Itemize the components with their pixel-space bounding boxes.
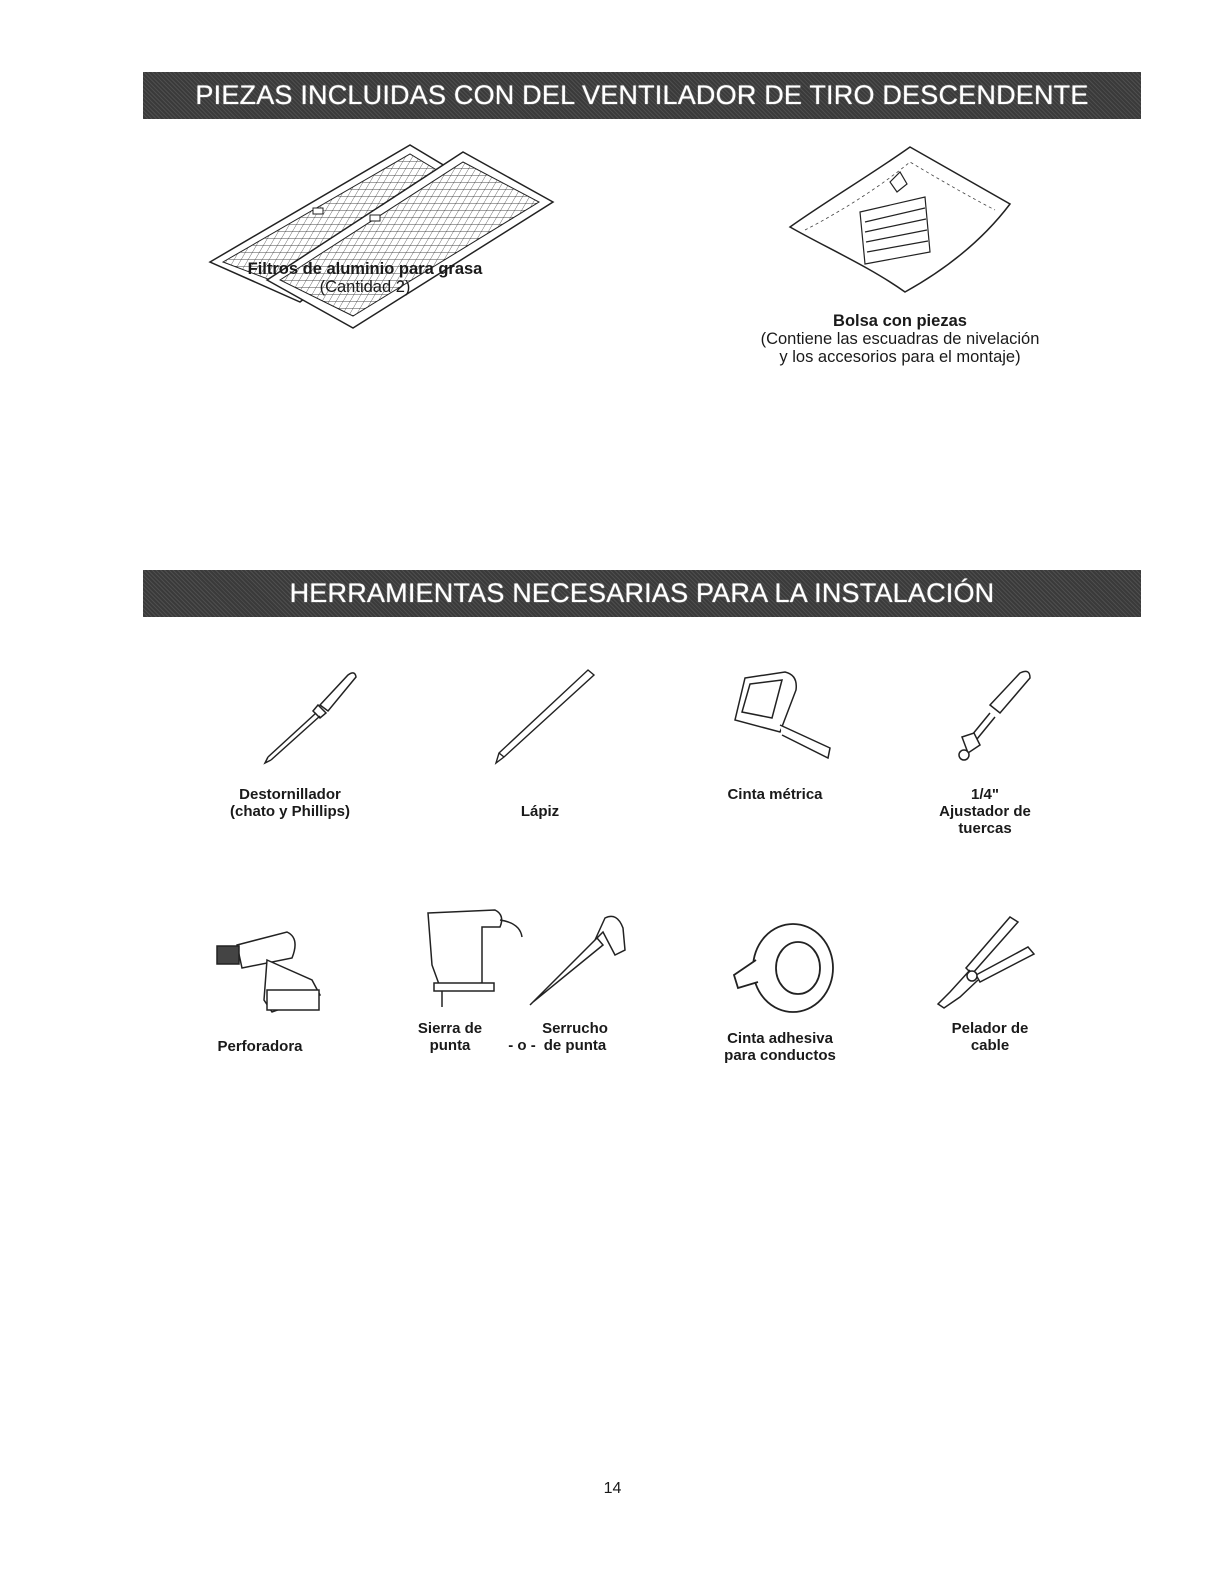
pencil-icon (490, 665, 600, 765)
wire-stripper-caption (910, 1020, 1070, 1054)
jigsaw-label-2: punta (429, 1037, 471, 1054)
parts-bag-desc-1: (Contiene las escuadras de nivelación (760, 330, 1040, 348)
wire-stripper-label-1: Pelador de (951, 1020, 1029, 1037)
pencil-label: Lápiz (520, 803, 560, 820)
wire-stripper-label-2: cable (970, 1037, 1010, 1054)
parts-bag-caption (700, 312, 1100, 366)
screwdriver-icon (260, 665, 360, 765)
keyhole-saw-label-2: de punta (543, 1037, 607, 1054)
duct-tape-icon (728, 920, 838, 1015)
screwdriver-caption (195, 786, 385, 820)
duct-tape-label-2: para conductos (724, 1047, 836, 1064)
nut-driver-icon (950, 665, 1035, 765)
section-title-tools: HERRAMIENTAS NECESARIAS PARA LA INSTALACIÓN (289, 578, 995, 608)
section-banner-tools (143, 570, 1141, 617)
parts-bag-title: Bolsa con piezas (833, 312, 967, 330)
tape-measure-caption (700, 786, 850, 803)
drill-label: Perforadora (217, 1038, 303, 1055)
nut-driver-label-2: Ajustador de (939, 803, 1031, 820)
or-separator: - o - (508, 1037, 536, 1054)
duct-tape-caption (700, 1030, 860, 1064)
keyhole-saw-caption (525, 1020, 625, 1054)
parts-bag-icon (785, 142, 1015, 297)
grease-filter-title: Filtros de aluminio para grasa (247, 260, 483, 278)
grease-filter-qty: (Cantidad 2) (319, 278, 411, 296)
jigsaw-caption (400, 1020, 500, 1054)
screwdriver-label-2: (chato y Phillips) (229, 803, 350, 820)
nut-driver-caption (905, 786, 1065, 837)
pencil-caption (480, 803, 600, 820)
nut-driver-label-3: tuercas (958, 820, 1012, 837)
parts-bag-desc-2: y los accesorios para el montaje) (779, 348, 1021, 366)
drill-icon (212, 920, 327, 1015)
jigsaw-icon (420, 905, 525, 1010)
grease-filter-caption (200, 260, 530, 296)
tape-measure-icon (730, 670, 840, 760)
drill-caption (195, 1038, 325, 1055)
page-number: 14 (603, 1480, 622, 1497)
screwdriver-label-1: Destornillador (239, 786, 341, 803)
tape-measure-label: Cinta métrica (727, 786, 823, 803)
nut-driver-label-1: 1/4" (971, 786, 999, 803)
grease-filter-icon (205, 140, 560, 335)
duct-tape-label-1: Cinta adhesiva (727, 1030, 833, 1047)
section-banner-parts (143, 72, 1141, 119)
wire-stripper-icon (930, 912, 1040, 1012)
section-title-parts: PIEZAS INCLUIDAS CON DEL VENTILADOR DE TIRO DESCENDENTE (195, 80, 1089, 110)
keyhole-saw-icon (525, 910, 630, 1010)
keyhole-saw-label-1: Serrucho (542, 1020, 608, 1037)
jigsaw-label-1: Sierra de (417, 1020, 483, 1037)
